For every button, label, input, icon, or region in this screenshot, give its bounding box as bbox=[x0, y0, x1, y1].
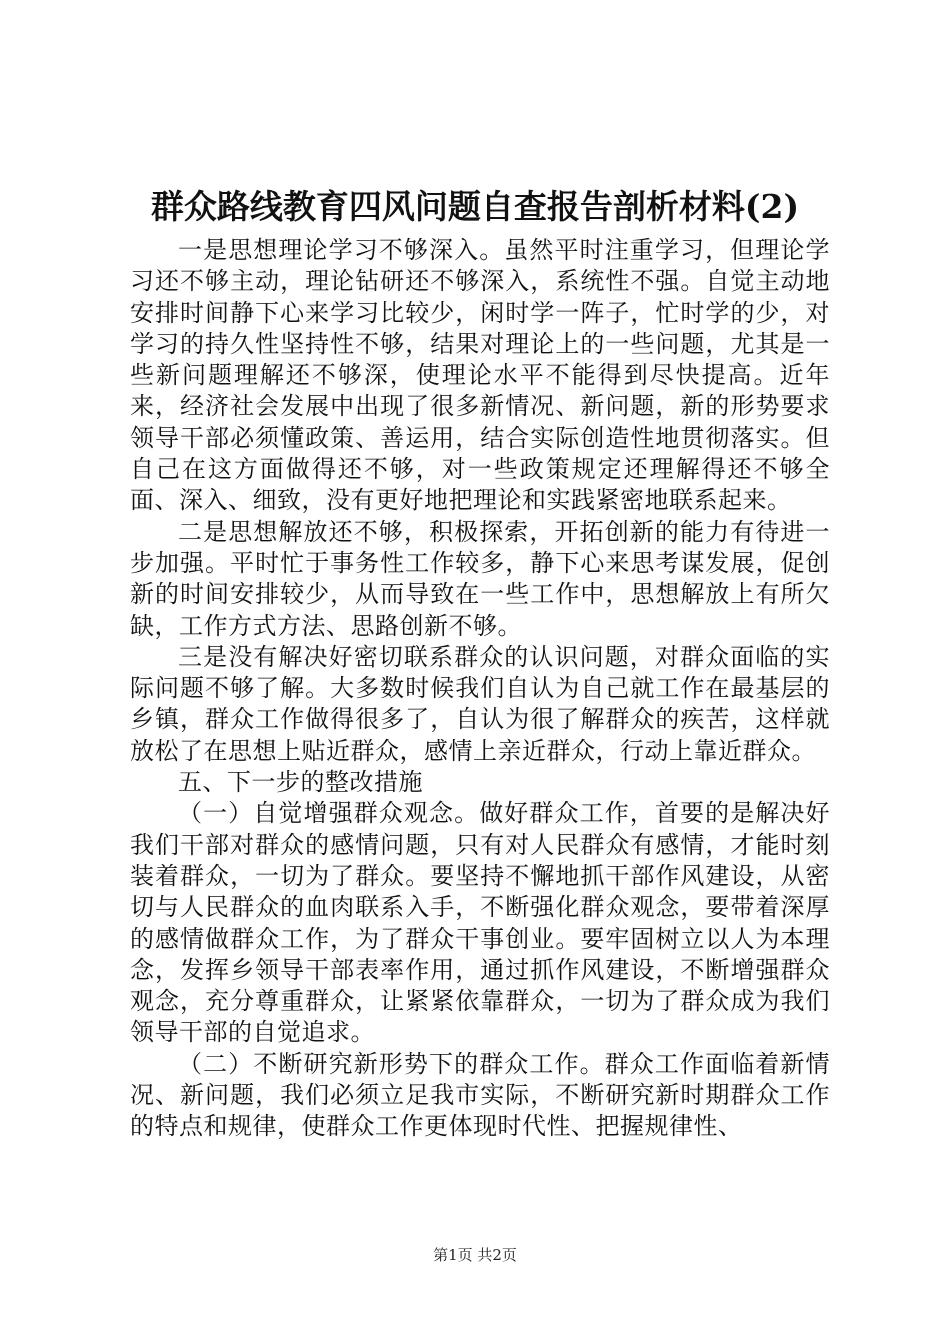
paragraph-measure-two: （二）不断研究新形势下的群众工作。群众工作面临着新情况、新问题，我们必须立足我市实际，不断研究新时期群众工作的特点和规律，使群众工作更体现时代性、把握规律性、 bbox=[130, 1049, 830, 1141]
page-footer: 第1页 共2页 bbox=[433, 1246, 517, 1264]
paragraph-study: 一是思想理论学习不够深入。虽然平时注重学习，但理论学习还不够主动，理论钻研还不够深入，系统性不强。自觉主动地安排时间静下心来学习比较少，闲时学一阵子，忙时学的少，对学习的持久性坚持性不够，结果对理论上的一些问题，尤其是一些新问题理解还不够深，使理论水平不能得到尽快提高。近年来，经济社会发展中出现了很多新情况、新问题，新的形势要求领导干部必须懂政策、善运用，结合实际创造性地贯彻落实。但自己在这方面做得还不够，对一些政策规定还理解得还不够全面、深入、细致，没有更好地把理论和实践紧密地联系起来。 bbox=[130, 236, 830, 515]
paragraph-mass-contact: 三是没有解决好密切联系群众的认识问题，对群众面临的实际问题不够了解。大多数时候我们自认为自己就工作在最基层的乡镇，群众工作做得很多了，自认为很了解群众的疾苦，这样就放松了在思想上贴近群众，感情上亲近群众，行动上靠近群众。 bbox=[130, 642, 830, 765]
paragraph-emancipation: 二是思想解放还不够，积极探索，开拓创新的能力有待进一步加强。平时忙于事务性工作较多，静下心来思考谋发展，促创新的时间安排较少，从而导致在一些工作中，思想解放上有所欠缺，工作方式方法、思路创新不够。 bbox=[130, 517, 830, 640]
section-heading-rectification: 五、下一步的整改措施 bbox=[178, 768, 423, 797]
document-body bbox=[130, 235, 830, 1143]
paragraph-measure-one: （一）自觉增强群众观念。做好群众工作，首要的是解决好我们干部对群众的感情问题，只有对人民群众有感情，才能时刻装着群众，一切为了群众。要坚持不懈地抓干部作风建设，从密切与人民群众的血肉联系入手，不断强化群众观念，要带着深厚的感情做群众工作，为了群众干事创业。要牢固树立以人为本理念，发挥乡领导干部表率作用，通过抓作风建设，不断增强群众观念，充分尊重群众，让紧紧依靠群众，一切为了群众成为我们领导干部的自觉追求。 bbox=[130, 799, 830, 1047]
document-title: 群众路线教育四风问题自查报告剖析材料(2) bbox=[150, 187, 800, 226]
